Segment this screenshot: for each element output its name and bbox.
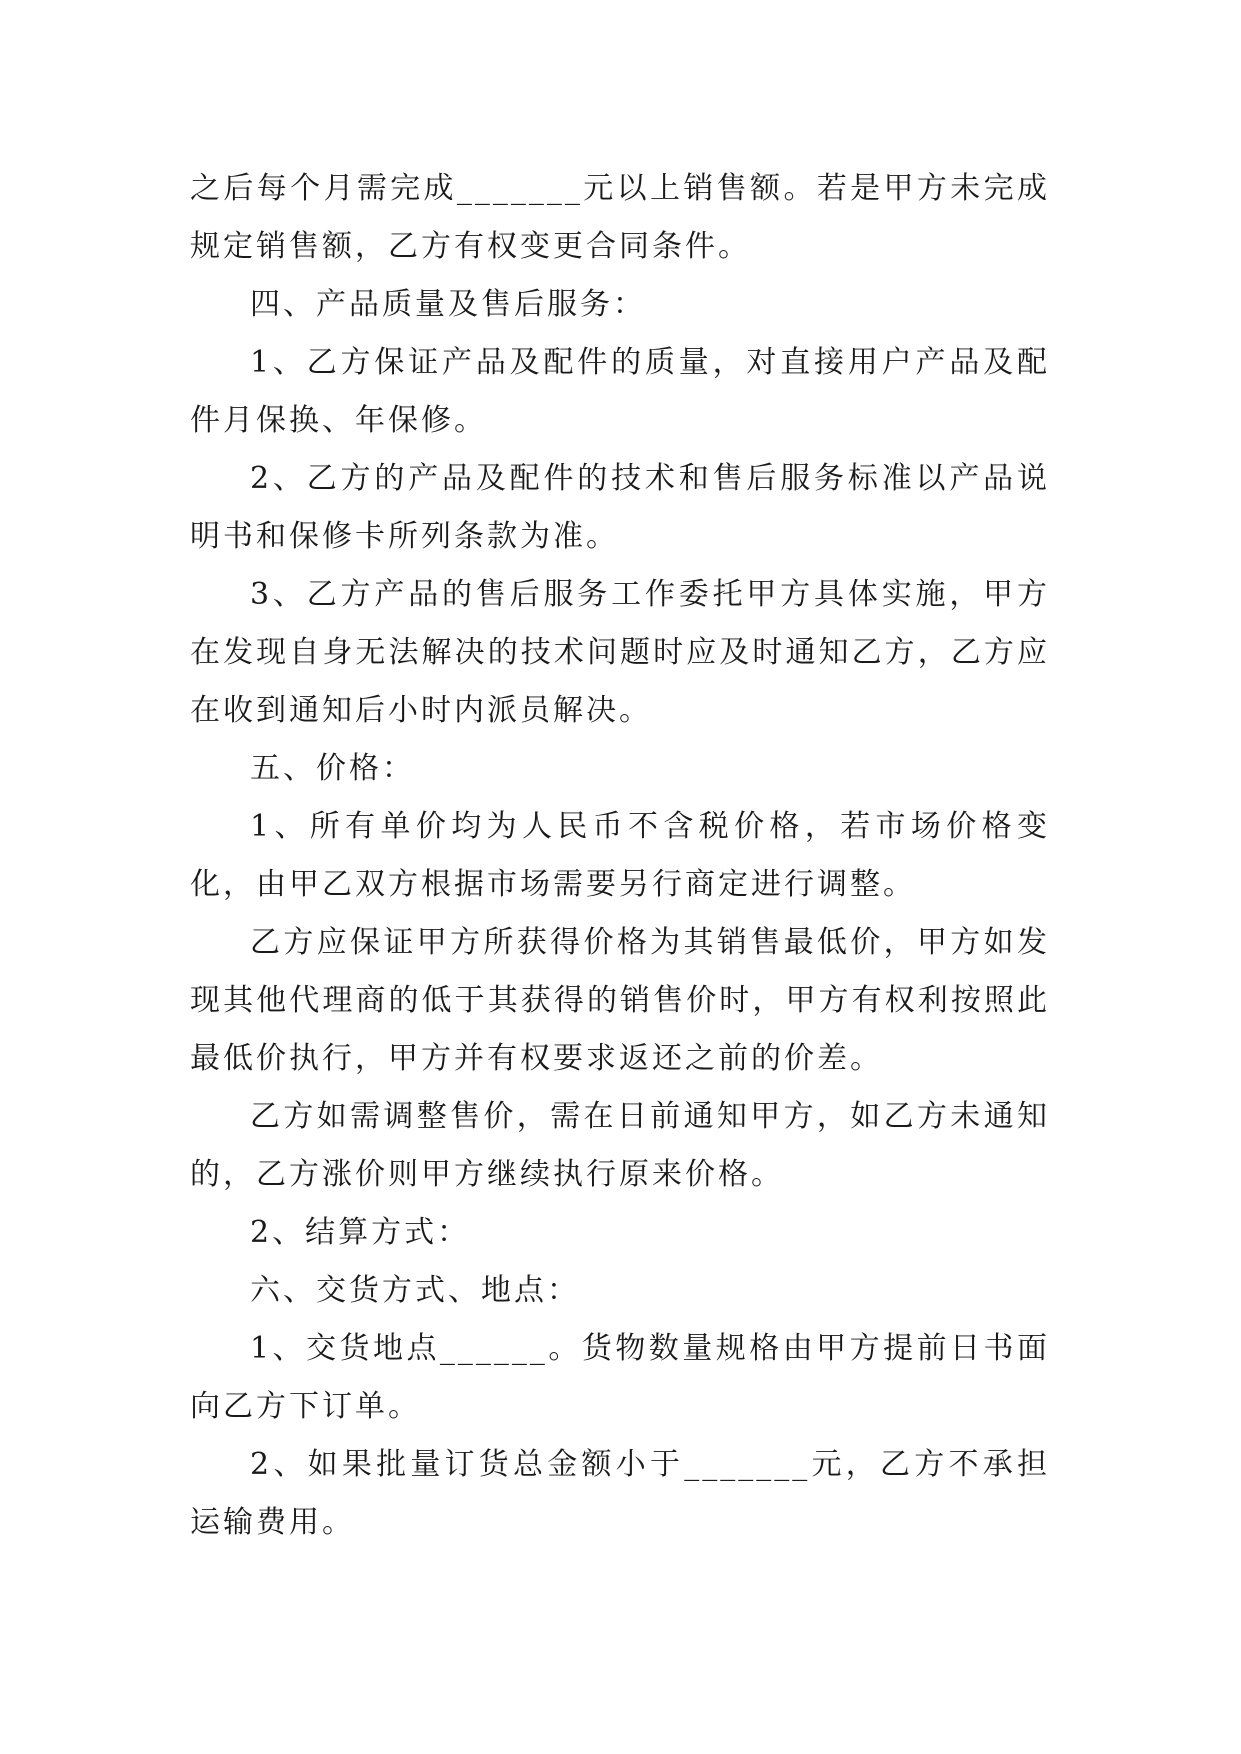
paragraph: 1、乙方保证产品及配件的质量，对直接用户产品及配件月保换、年保修。 xyxy=(190,345,1050,438)
section-heading-4: 四、产品质量及售后服务： xyxy=(250,287,646,322)
paragraph: 乙方应保证甲方所获得价格为其销售最低价，甲方如发现其他代理商的低于其获得的销售价时，甲方有权利按照此最低价执行，甲方并有权要求返还之前的价差。 xyxy=(190,925,1050,1076)
paragraph: 乙方如需调整售价，需在日前通知甲方，如乙方未通知的，乙方涨价则甲方继续执行原来价格。 xyxy=(190,1099,1050,1192)
paragraph: 3、乙方产品的售后服务工作委托甲方具体实施，甲方在发现自身无法解决的技术问题时应及时通知乙方，乙方应在收到通知后小时内派员解决。 xyxy=(190,577,1050,728)
paragraph: 2、如果批量订货总金额小于_______元，乙方不承担运输费用。 xyxy=(190,1447,1050,1540)
paragraph: 1、所有单价均为人民币不含税价格，若市场价格变化，由甲乙双方根据市场需要另行商定进行调整。 xyxy=(190,809,1050,902)
paragraph: 2、乙方的产品及配件的技术和售后服务标准以产品说明书和保修卡所列条款为准。 xyxy=(190,461,1050,554)
paragraph: 之后每个月需完成_______元以上销售额。若是甲方未完成规定销售额，乙方有权变更合同条件。 xyxy=(190,171,1050,264)
section-heading-6: 六、交货方式、地点： xyxy=(250,1273,580,1308)
paragraph: 2、结算方式： xyxy=(250,1215,471,1250)
document-body xyxy=(190,160,1050,1552)
section-heading-5: 五、价格： xyxy=(250,751,415,786)
paragraph: 1、交货地点______。货物数量规格由甲方提前日书面向乙方下订单。 xyxy=(190,1331,1050,1424)
